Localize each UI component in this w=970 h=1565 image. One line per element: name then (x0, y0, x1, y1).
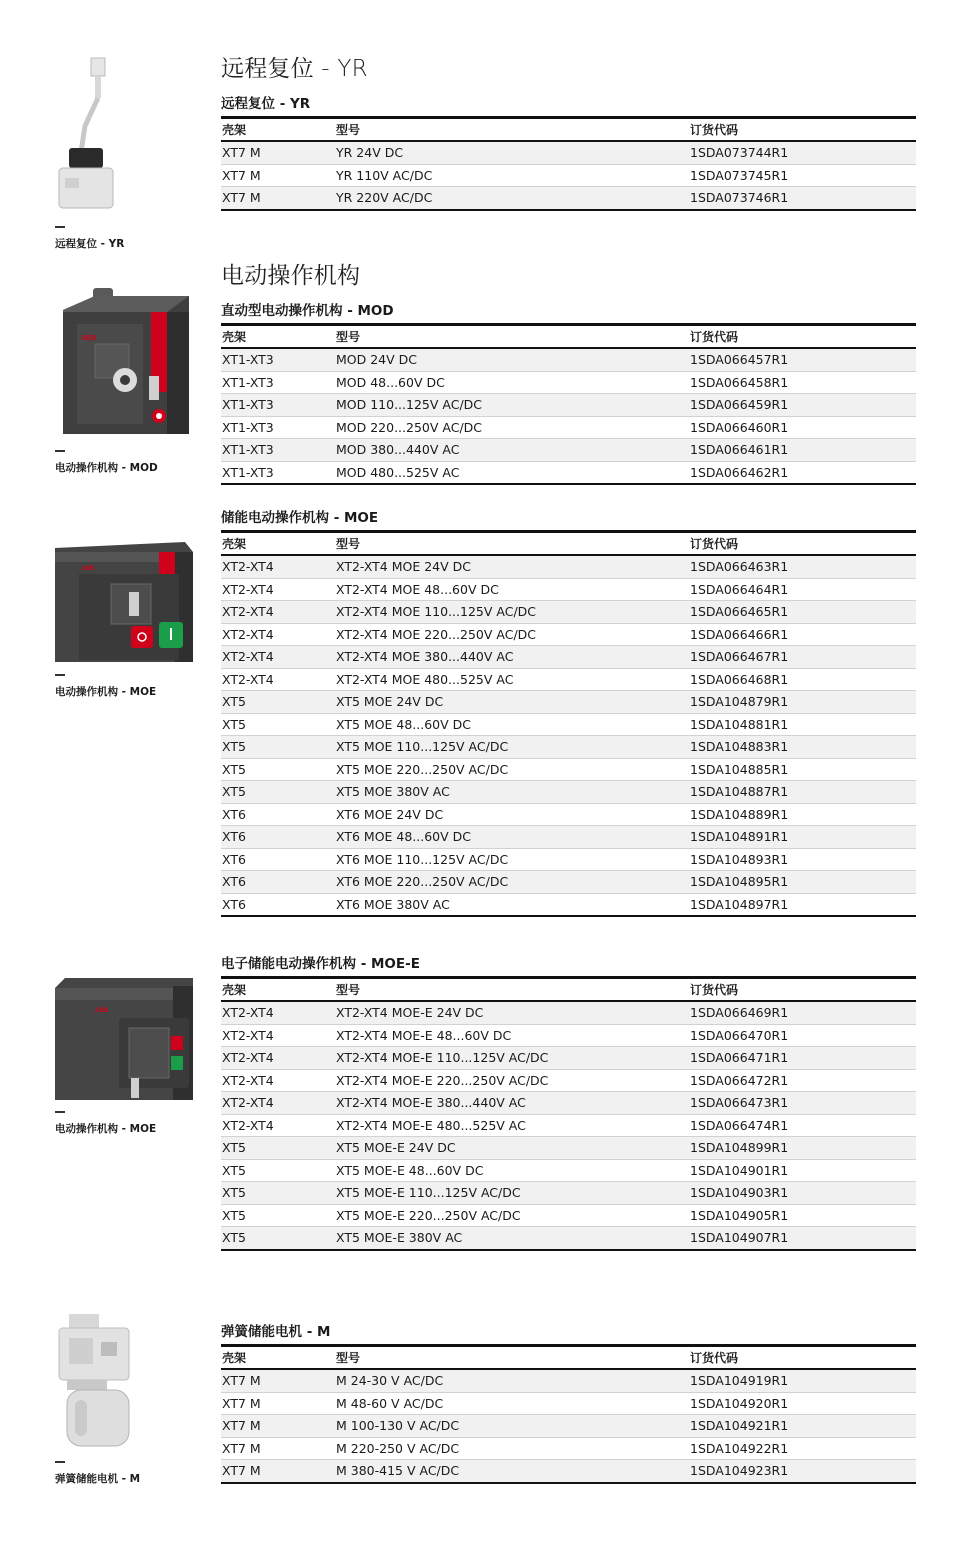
cell-model: M 24-30 V AC/DC (335, 1369, 689, 1392)
cell-order-code: 1SDA073744R1 (689, 141, 916, 164)
col-order-code: 订货代码 (689, 532, 916, 556)
cell-model: XT5 MOE-E 48...60V DC (335, 1159, 689, 1182)
cell-order-code: 1SDA073745R1 (689, 164, 916, 187)
cell-model: YR 110V AC/DC (335, 164, 689, 187)
cell-order-code: 1SDA066458R1 (689, 371, 916, 394)
cell-frame: XT6 (221, 803, 335, 826)
cell-frame: XT2-XT4 (221, 623, 335, 646)
cell-order-code: 1SDA066468R1 (689, 668, 916, 691)
cell-frame: XT6 (221, 871, 335, 894)
spec-table-m (221, 1344, 916, 1484)
col-model: 型号 (335, 1346, 689, 1370)
cell-frame: XT2-XT4 (221, 578, 335, 601)
cell-order-code: 1SDA066465R1 (689, 601, 916, 624)
caption-moe-e-text: 电动操作机构 - MOE (55, 1122, 157, 1135)
cell-model: M 380-415 V AC/DC (335, 1460, 689, 1483)
table-row (221, 826, 916, 849)
table-block-yr (221, 94, 916, 211)
table-title-mod: 直动型电动操作机构 - MOD (221, 303, 394, 319)
cell-model: XT2-XT4 MOE 480...525V AC (335, 668, 689, 691)
caption-mod-text: 电动操作机构 - MOD (55, 461, 158, 474)
cell-frame: XT7 M (221, 1392, 335, 1415)
table-row (221, 713, 916, 736)
col-frame: 壳架 (221, 978, 335, 1002)
cell-order-code: 1SDA066460R1 (689, 416, 916, 439)
cell-model: XT2-XT4 MOE-E 380...440V AC (335, 1092, 689, 1115)
col-order-code: 订货代码 (689, 1346, 916, 1370)
table-row (221, 646, 916, 669)
table-title-yr: 远程复位 - YR (221, 96, 311, 112)
col-order-code: 订货代码 (689, 978, 916, 1002)
table-row (221, 871, 916, 894)
table-row (221, 1114, 916, 1137)
table-row (221, 1204, 916, 1227)
col-order-code: 订货代码 (689, 118, 916, 142)
table-row (221, 1069, 916, 1092)
cell-order-code: 1SDA104921R1 (689, 1415, 916, 1438)
moe-e-device-image (55, 978, 195, 1104)
table-header-row (221, 1346, 916, 1370)
table-block-moe (221, 508, 916, 917)
cell-model: XT2-XT4 MOE-E 48...60V DC (335, 1024, 689, 1047)
cell-order-code: 1SDA066464R1 (689, 578, 916, 601)
caption-dash (55, 450, 65, 452)
col-frame: 壳架 (221, 1346, 335, 1370)
cell-model: XT6 MOE 220...250V AC/DC (335, 871, 689, 894)
spec-table-mod (221, 323, 916, 485)
cell-frame: XT2-XT4 (221, 601, 335, 624)
cell-order-code: 1SDA104879R1 (689, 691, 916, 714)
cell-order-code: 1SDA104887R1 (689, 781, 916, 804)
cell-frame: XT5 (221, 736, 335, 759)
cell-order-code: 1SDA066467R1 (689, 646, 916, 669)
caption-mod (55, 450, 158, 475)
cell-model: XT2-XT4 MOE 24V DC (335, 555, 689, 578)
col-frame: 壳架 (221, 532, 335, 556)
cell-model: YR 24V DC (335, 141, 689, 164)
cell-frame: XT1-XT3 (221, 371, 335, 394)
cell-order-code: 1SDA066469R1 (689, 1001, 916, 1024)
caption-m-text: 弹簧储能电机 - M (55, 1472, 141, 1485)
cell-frame: XT1-XT3 (221, 348, 335, 371)
cell-frame: XT1-XT3 (221, 439, 335, 462)
spec-table-moe (221, 530, 916, 917)
cell-model: XT6 MOE 380V AC (336, 896, 450, 912)
col-frame: 壳架 (221, 118, 335, 142)
cell-frame: XT6 (222, 896, 246, 912)
cell-model: XT5 MOE 110...125V AC/DC (335, 736, 689, 759)
cell-frame: XT5 (221, 1227, 335, 1250)
section-heading-motor: 电动操作机构 (221, 263, 361, 289)
table-block-moe-e (221, 954, 916, 1251)
cell-frame: XT7 M (221, 1415, 335, 1438)
cell-model: XT5 MOE 48...60V DC (335, 713, 689, 736)
brand-logo: ABB (81, 335, 97, 342)
caption-m (55, 1461, 140, 1486)
cell-frame: XT5 (221, 691, 335, 714)
cell-order-code: 1SDA104905R1 (689, 1204, 916, 1227)
spec-table-yr (221, 116, 916, 211)
brand-logo: ABB (81, 566, 94, 572)
table-row (221, 623, 916, 646)
col-frame: 壳架 (221, 325, 335, 349)
mod-device-image (55, 288, 193, 438)
cell-frame: XT2-XT4 (221, 646, 335, 669)
cell-model: XT5 MOE-E 220...250V AC/DC (335, 1204, 689, 1227)
col-model: 型号 (335, 532, 689, 556)
table-row (221, 1437, 916, 1460)
cell-order-code: 1SDA066459R1 (689, 394, 916, 417)
spec-table-moe-e (221, 976, 916, 1251)
cell-model: XT2-XT4 MOE-E 480...525V AC (335, 1114, 689, 1137)
cell-frame: XT5 (221, 1182, 335, 1205)
cell-model: XT2-XT4 MOE 48...60V DC (335, 578, 689, 601)
cell-frame: XT6 (221, 848, 335, 871)
caption-dash (55, 1461, 65, 1463)
cell-order-code: 1SDA104922R1 (689, 1437, 916, 1460)
cell-frame: XT1-XT3 (221, 394, 335, 417)
table-row (221, 601, 916, 624)
yr-device-image (55, 56, 125, 212)
cell-order-code: 1SDA104899R1 (689, 1137, 916, 1160)
table-title-m: 弹簧储能电机 - M (221, 1324, 331, 1340)
table-row (221, 1460, 916, 1483)
cell-frame: XT2-XT4 (221, 555, 335, 578)
cell-model: XT2-XT4 MOE-E 220...250V AC/DC (335, 1069, 689, 1092)
table-row (221, 1092, 916, 1115)
cell-order-code: 1SDA066470R1 (689, 1024, 916, 1047)
table-row (221, 803, 916, 826)
table-row (221, 1415, 916, 1438)
cell-order-code: 1SDA104885R1 (689, 758, 916, 781)
cell-model: MOD 24V DC (335, 348, 689, 371)
section-heading-yr: 远程复位 - YR (221, 56, 368, 82)
cell-model: XT2-XT4 MOE 110...125V AC/DC (335, 601, 689, 624)
cell-frame: XT6 (221, 826, 335, 849)
table-row (221, 141, 916, 164)
cell-order-code: 1SDA066461R1 (689, 439, 916, 462)
cell-order-code: 1SDA104881R1 (689, 713, 916, 736)
cell-frame: XT5 (221, 1137, 335, 1160)
table-row (221, 416, 916, 439)
table-row (221, 164, 916, 187)
table-title-moe-e: 电子储能电动操作机构 - MOE-E (221, 956, 420, 972)
cell-model: XT6 MOE 48...60V DC (335, 826, 689, 849)
cell-frame: XT5 (221, 758, 335, 781)
cell-model: MOD 380...440V AC (335, 439, 689, 462)
cell-model: MOD 48...60V DC (335, 371, 689, 394)
cell-model: XT5 MOE 380V AC (335, 781, 689, 804)
cell-frame: XT7 M (221, 1460, 335, 1483)
cell-frame: XT5 (221, 1204, 335, 1227)
table-row (221, 668, 916, 691)
moe-device-image (55, 542, 195, 666)
cell-order-code: 1SDA104895R1 (689, 871, 916, 894)
cell-frame: XT2-XT4 (221, 1047, 335, 1070)
cell-order-code: 1SDA066457R1 (689, 348, 916, 371)
cell-frame: XT1-XT3 (221, 416, 335, 439)
table-row (221, 578, 916, 601)
table-row (221, 1159, 916, 1182)
table-row (221, 758, 916, 781)
cell-frame: XT7 M (221, 187, 335, 210)
col-model: 型号 (335, 118, 689, 142)
table-header-row (221, 978, 916, 1002)
cell-model: XT6 MOE 110...125V AC/DC (335, 848, 689, 871)
table-block-mod (221, 301, 916, 485)
cell-model: MOD 480...525V AC (336, 464, 460, 480)
cell-frame: XT5 (221, 1159, 335, 1182)
table-row (221, 893, 916, 916)
cell-frame: XT7 M (221, 164, 335, 187)
table-row (221, 848, 916, 871)
table-row (221, 439, 916, 462)
cell-model: XT2-XT4 MOE-E 24V DC (335, 1001, 689, 1024)
table-row (221, 781, 916, 804)
table-row (221, 394, 916, 417)
cell-model: M 48-60 V AC/DC (335, 1392, 689, 1415)
cell-model: XT5 MOE-E 110...125V AC/DC (335, 1182, 689, 1205)
table-row (221, 1047, 916, 1070)
cell-frame: XT7 M (221, 1369, 335, 1392)
table-row (221, 1137, 916, 1160)
caption-yr (55, 226, 124, 251)
cell-order-code: 1SDA104920R1 (689, 1392, 916, 1415)
cell-frame: XT2-XT4 (221, 1114, 335, 1137)
table-row (221, 348, 916, 371)
table-header-row (221, 532, 916, 556)
caption-moe-text: 电动操作机构 - MOE (55, 685, 157, 698)
cell-model: MOD 110...125V AC/DC (335, 394, 689, 417)
cell-order-code: 1SDA104893R1 (689, 848, 916, 871)
table-block-m (221, 1322, 916, 1484)
caption-moe-e (55, 1111, 156, 1136)
cell-order-code: 1SDA066472R1 (689, 1069, 916, 1092)
cell-model: MOD 220...250V AC/DC (335, 416, 689, 439)
cell-order-code: 1SDA073746R1 (689, 187, 916, 210)
cell-frame: XT5 (221, 781, 335, 804)
table-row (221, 1392, 916, 1415)
table-row (221, 371, 916, 394)
table-title-moe: 储能电动操作机构 - MOE (221, 510, 379, 526)
caption-dash (55, 1111, 65, 1113)
cell-frame: XT2-XT4 (221, 1069, 335, 1092)
cell-order-code: 1SDA066473R1 (689, 1092, 916, 1115)
cell-order-code: 1SDA104903R1 (689, 1182, 916, 1205)
caption-dash (55, 226, 65, 228)
cell-model: M 100-130 V AC/DC (335, 1415, 689, 1438)
table-row (221, 1369, 916, 1392)
caption-dash (55, 674, 65, 676)
cell-order-code: 1SDA066462R1 (690, 464, 789, 480)
cell-model: XT5 MOE-E 24V DC (335, 1137, 689, 1160)
cell-order-code: 1SDA066474R1 (689, 1114, 916, 1137)
cell-order-code: 1SDA066466R1 (689, 623, 916, 646)
table-row (221, 736, 916, 759)
cell-frame: XT1-XT3 (222, 464, 274, 480)
cell-order-code: 1SDA104891R1 (689, 826, 916, 849)
cell-frame: XT5 (221, 713, 335, 736)
cell-frame: XT7 M (221, 1437, 335, 1460)
table-header-row (221, 325, 916, 349)
cell-frame: XT2-XT4 (221, 668, 335, 691)
cell-order-code: 1SDA104883R1 (689, 736, 916, 759)
cell-order-code: 1SDA104897R1 (690, 896, 789, 912)
col-model: 型号 (335, 325, 689, 349)
cell-model: XT6 MOE 24V DC (335, 803, 689, 826)
cell-frame: XT2-XT4 (221, 1001, 335, 1024)
cell-model: YR 220V AC/DC (335, 187, 689, 210)
cell-model: XT2-XT4 MOE 380...440V AC (335, 646, 689, 669)
table-row (221, 187, 916, 210)
brand-logo: ABB (95, 1008, 108, 1014)
cell-order-code: 1SDA104907R1 (689, 1227, 916, 1250)
table-header-row (221, 118, 916, 142)
cell-frame: XT7 M (221, 141, 335, 164)
cell-model: XT5 MOE 24V DC (335, 691, 689, 714)
col-order-code: 订货代码 (689, 325, 916, 349)
cell-order-code: 1SDA066471R1 (689, 1047, 916, 1070)
cell-model: XT5 MOE 220...250V AC/DC (335, 758, 689, 781)
table-row (221, 461, 916, 484)
cell-model: XT2-XT4 MOE 220...250V AC/DC (335, 623, 689, 646)
table-row (221, 691, 916, 714)
table-row (221, 555, 916, 578)
caption-moe (55, 674, 156, 699)
cell-order-code: 1SDA104901R1 (689, 1159, 916, 1182)
cell-order-code: 1SDA104923R1 (689, 1460, 916, 1483)
cell-model: XT5 MOE-E 380V AC (335, 1227, 689, 1250)
cell-model: XT2-XT4 MOE-E 110...125V AC/DC (335, 1047, 689, 1070)
cell-order-code: 1SDA104889R1 (689, 803, 916, 826)
table-row (221, 1001, 916, 1024)
cell-frame: XT2-XT4 (221, 1024, 335, 1047)
cell-order-code: 1SDA104919R1 (689, 1369, 916, 1392)
table-row (221, 1024, 916, 1047)
cell-order-code: 1SDA066463R1 (689, 555, 916, 578)
table-row (221, 1227, 916, 1250)
col-model: 型号 (335, 978, 689, 1002)
table-row (221, 1182, 916, 1205)
spring-motor-image (55, 1314, 139, 1450)
cell-frame: XT2-XT4 (221, 1092, 335, 1115)
caption-yr-text: 远程复位 - YR (55, 237, 125, 250)
cell-model: M 220-250 V AC/DC (335, 1437, 689, 1460)
